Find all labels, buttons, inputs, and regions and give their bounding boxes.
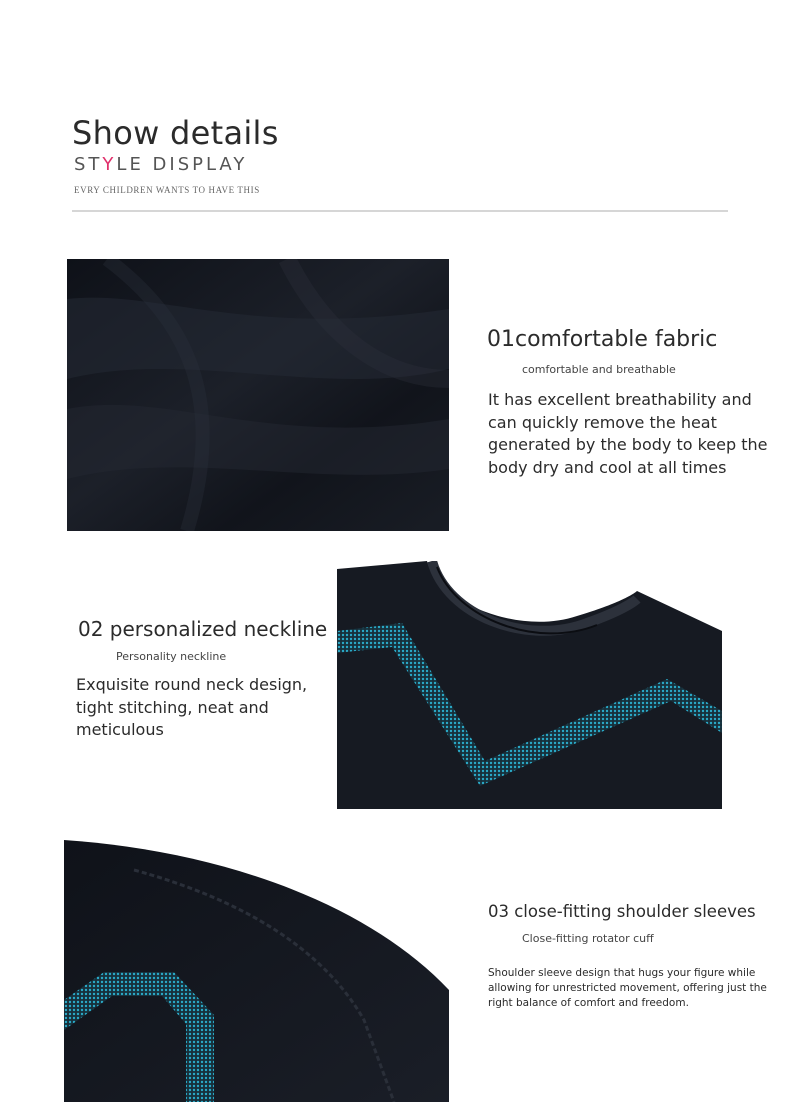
- header-divider: [72, 210, 728, 212]
- feature-3-title: 03 close-fitting shoulder sleeves: [488, 902, 756, 921]
- page-title: Show details: [72, 114, 279, 152]
- feature-2-title: 02 personalized neckline: [78, 617, 328, 641]
- fabric-photo: [67, 259, 449, 531]
- page-tagline: EVRY CHILDREN WANTS TO HAVE THIS: [74, 185, 260, 195]
- feature-1-subtitle: comfortable and breathable: [522, 363, 676, 376]
- page-subtitle: [74, 154, 247, 175]
- feature-2-description: Exquisite round neck design, tight stitching, neat and meticulous: [76, 675, 308, 739]
- feature-1-description: It has excellent breathability and can quickly remove the heat generated by the body to keep the body dry and cool at all times: [488, 390, 768, 477]
- neckline-photo: [337, 561, 722, 809]
- shoulder-sleeve-photo: [64, 840, 449, 1102]
- subtitle-accent-letter: Y: [102, 154, 117, 175]
- feature-1-title: 01comfortable fabric: [487, 327, 718, 352]
- subtitle-part-1: ST: [74, 154, 103, 175]
- subtitle-part-2: LE DISPLAY: [116, 154, 248, 175]
- feature-2-subtitle: Personality neckline: [116, 650, 227, 663]
- feature-3-description: Shoulder sleeve design that hugs your figure while allowing for unrestricted movement, offering just the right balance of comfort and freedom.: [488, 967, 767, 1009]
- feature-3-subtitle: Close-fitting rotator cuff: [522, 932, 654, 945]
